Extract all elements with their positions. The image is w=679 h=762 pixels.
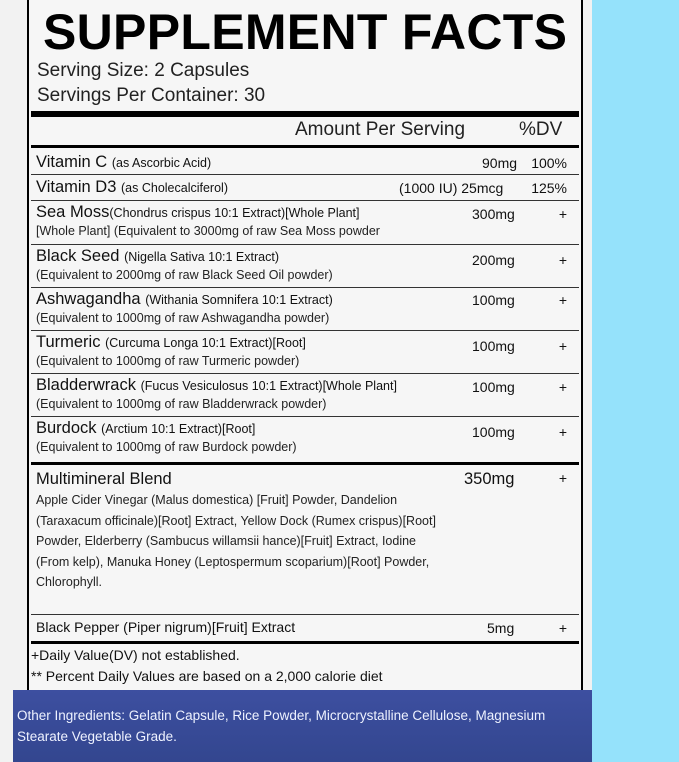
footnote-divider	[31, 641, 579, 644]
ingredient-row	[31, 245, 579, 287]
footnote-dv: +Daily Value(DV) not established.	[31, 647, 240, 663]
ingredient-name: Bladderwrack (Fucus Vesiculosus 10:1 Extract)[Whole Plant]	[36, 376, 397, 394]
ingredient-amount: 300mg	[472, 206, 515, 222]
ingredient-name: Burdock (Arctium 10:1 Extract)[Root]	[36, 419, 256, 437]
vitamin-name: Vitamin C (as Ascorbic Acid)	[36, 153, 212, 171]
ingredient-amount: 200mg	[472, 252, 515, 268]
vitamin-row	[31, 175, 579, 199]
ingredient-equivalent: (Equivalent to 1000mg of raw Ashwagandha powder)	[36, 311, 330, 325]
ingredient-row	[31, 201, 579, 243]
ingredient-amount: 100mg	[472, 338, 515, 354]
ingredient-name: Black Pepper (Piper nigrum)[Fruit] Extract	[36, 619, 296, 635]
blend-amount: 350mg	[464, 470, 515, 488]
blend-divider	[31, 462, 579, 465]
ingredient-row	[31, 615, 579, 641]
ingredient-name: Ashwagandha (Withania Somnifera 10:1 Extract)	[36, 290, 333, 308]
servings-per-container: Servings Per Container: 30	[37, 85, 266, 106]
thick-divider	[31, 111, 579, 117]
serving-size: Serving Size: 2 Capsules	[37, 60, 250, 81]
footnote-percent: ** Percent Daily Values are based on a 2,000 calorie diet	[31, 668, 383, 684]
ingredient-equivalent: (Equivalent to 1000mg of raw Bladderwrack powder)	[36, 397, 327, 411]
vitamin-dv: 100%	[531, 155, 567, 171]
header-divider	[31, 145, 579, 148]
ingredient-dv: +	[558, 292, 567, 308]
other-ingredients-banner	[13, 690, 592, 762]
ingredient-name: Turmeric (Curcuma Longa 10:1 Extract)[Root]	[36, 333, 306, 351]
ingredient-dv: +	[558, 252, 567, 268]
ingredient-equivalent: (Equivalent to 2000mg of raw Black Seed Oil powder)	[36, 268, 333, 282]
ingredient-equivalent: [Whole Plant] (Equivalent to 3000mg of raw Sea Moss powder	[36, 224, 380, 238]
vitamin-amount: 90mg	[482, 155, 518, 171]
daily-value-header: %DV	[519, 119, 563, 140]
ingredient-dv: +	[558, 206, 567, 222]
ingredient-equivalent: (Equivalent to 1000mg of raw Burdock powder)	[36, 440, 297, 454]
ingredient-equivalent: (Equivalent to 1000mg of raw Turmeric powder)	[36, 354, 300, 368]
ingredient-dv: +	[558, 424, 567, 440]
blend-name: Multimineral Blend	[36, 470, 172, 488]
ingredient-name: Black Seed (Nigella Sativa 10:1 Extract)	[36, 247, 279, 265]
ingredient-row	[31, 374, 579, 416]
vitamin-dv: 125%	[531, 180, 567, 196]
ingredient-amount: 100mg	[472, 424, 515, 440]
other-ingredients-text: Other Ingredients: Gelatin Capsule, Rice Powder, Microcrystalline Cellulose, Magnesium Stearate Vegetable Grade.	[17, 708, 546, 744]
ingredient-name: Sea Moss(Chondrus crispus 10:1 Extract)[Whole Plant]	[36, 203, 360, 221]
vitamin-row	[31, 150, 579, 174]
ingredient-row	[31, 331, 579, 373]
supplement-facts-label	[27, 0, 583, 690]
blend-row	[31, 466, 579, 614]
ingredient-dv: +	[558, 620, 567, 636]
vitamin-name: Vitamin D3 (as Cholecalciferol)	[36, 178, 228, 196]
ingredient-amount: 100mg	[472, 292, 515, 308]
ingredient-dv: +	[558, 379, 567, 395]
ingredient-row	[31, 417, 579, 459]
ingredient-amount: 5mg	[487, 620, 515, 636]
blend-dv: +	[558, 470, 567, 486]
blend-description: Apple Cider Vinegar (Malus domestica) [Fruit] Powder, Dandelion (Taraxacum officinale)[Root] Extract, Yellow Dock (Rumex crispus)[Root] Powder, Elderberry (Sambucus willamsii hance)[Fruit] Extract, Iodine (From kelp), Manuka Honey (Leptospermum scoparium)[Root] Powder, Chlorophyll.	[36, 493, 436, 589]
ingredient-row	[31, 288, 579, 330]
ingredient-amount: 100mg	[472, 379, 515, 395]
amount-per-serving-header: Amount Per Serving	[295, 119, 466, 140]
ingredient-dv: +	[558, 338, 567, 354]
label-title: SUPPLEMENT FACTS	[43, 4, 568, 60]
vitamin-amount: (1000 IU) 25mcg	[399, 180, 504, 196]
